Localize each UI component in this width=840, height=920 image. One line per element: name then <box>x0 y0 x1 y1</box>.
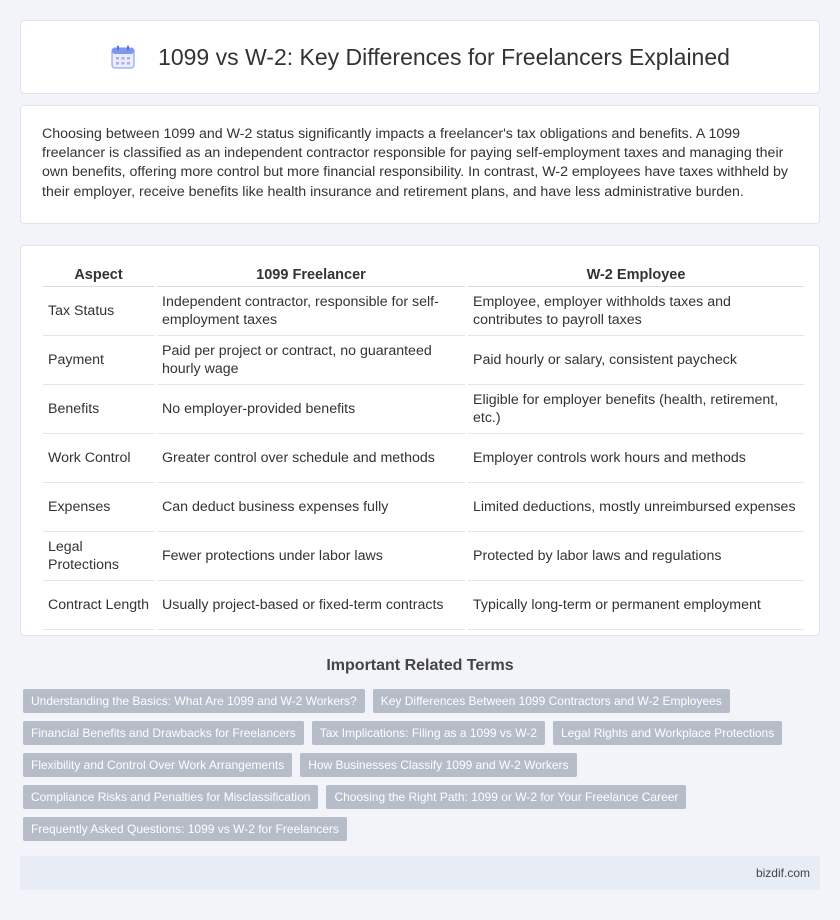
table-row <box>43 581 804 630</box>
row-w2-value: Paid hourly or salary, consistent paycheck <box>468 336 804 385</box>
table-row <box>43 336 804 385</box>
row-aspect: Contract Length <box>43 581 154 630</box>
footer <box>20 856 820 890</box>
intro-paragraph: Choosing between 1099 and W-2 status significantly impacts a freelancer's tax obligations and benefits. A 1099 freelancer is classified as an independent contractor responsible for paying self-employment taxes and managing their own benefits, offering more control but more financial responsibility. In contrast, W-2 employees have taxes withheld by their employer, receive benefits like health insurance and retirement plans, and have less administrative burden. <box>42 126 789 200</box>
related-term-tag[interactable]: How Businesses Classify 1099 and W-2 Workers <box>300 753 576 777</box>
related-term-tag[interactable]: Understanding the Basics: What Are 1099 and W-2 Workers? <box>23 689 365 713</box>
row-w2-value: Protected by labor laws and regulations <box>468 532 804 581</box>
title-card <box>20 20 820 94</box>
related-term-tag[interactable]: Financial Benefits and Drawbacks for Freelancers <box>23 721 304 745</box>
footer-site-link[interactable]: bizdif.com <box>755 866 810 880</box>
page-title: 1099 vs W-2: Key Differences for Freelancers Explained <box>158 43 730 70</box>
table-row <box>43 483 804 532</box>
row-1099-value: Fewer protections under labor laws <box>157 532 465 581</box>
table-row <box>43 532 804 581</box>
title-wrap <box>110 44 730 71</box>
row-w2-value: Eligible for employer benefits (health, retirement, etc.) <box>468 385 804 434</box>
row-aspect: Legal Protections <box>43 532 154 581</box>
row-1099-value: Greater control over schedule and methods <box>157 434 465 483</box>
row-aspect: Benefits <box>43 385 154 434</box>
row-w2-value: Typically long-term or permanent employment <box>468 581 804 630</box>
table-row <box>43 434 804 483</box>
row-w2-value: Employer controls work hours and methods <box>468 434 804 483</box>
table-header-row <box>43 265 804 287</box>
related-terms-heading: Important Related Terms <box>326 657 514 674</box>
calendar-icon <box>110 44 136 70</box>
intro-card <box>20 105 820 224</box>
table-row <box>43 287 804 336</box>
row-w2-value: Limited deductions, mostly unreimbursed expenses <box>468 483 804 532</box>
related-term-tag[interactable]: Legal Rights and Workplace Protections <box>553 721 782 745</box>
row-1099-value: No employer-provided benefits <box>157 385 465 434</box>
row-w2-value: Employee, employer withholds taxes and contributes to payroll taxes <box>468 287 804 336</box>
row-1099-value: Can deduct business expenses fully <box>157 483 465 532</box>
row-aspect: Payment <box>43 336 154 385</box>
header-1099-freelancer: 1099 Freelancer <box>157 265 465 287</box>
header-aspect: Aspect <box>43 265 154 287</box>
related-terms-list <box>23 689 813 849</box>
related-term-tag[interactable]: Key Differences Between 1099 Contractors and W-2 Employees <box>373 689 730 713</box>
related-term-tag[interactable]: Tax Implications: Filing as a 1099 vs W-2 <box>312 721 545 745</box>
related-term-tag[interactable]: Frequently Asked Questions: 1099 vs W-2 for Freelancers <box>23 817 347 841</box>
row-aspect: Expenses <box>43 483 154 532</box>
table-row <box>43 385 804 434</box>
row-1099-value: Paid per project or contract, no guaranteed hourly wage <box>157 336 465 385</box>
row-1099-value: Usually project-based or fixed-term contracts <box>157 581 465 630</box>
related-term-tag[interactable]: Compliance Risks and Penalties for Misclassification <box>23 785 318 809</box>
row-aspect: Tax Status <box>43 287 154 336</box>
comparison-table-card <box>20 245 820 636</box>
row-aspect: Work Control <box>43 434 154 483</box>
comparison-table <box>40 265 807 630</box>
related-term-tag[interactable]: Flexibility and Control Over Work Arrangements <box>23 753 292 777</box>
row-1099-value: Independent contractor, responsible for self-employment taxes <box>157 287 465 336</box>
related-term-tag[interactable]: Choosing the Right Path: 1099 or W-2 for Your Freelance Career <box>326 785 686 809</box>
header-w2-employee: W-2 Employee <box>468 265 804 287</box>
